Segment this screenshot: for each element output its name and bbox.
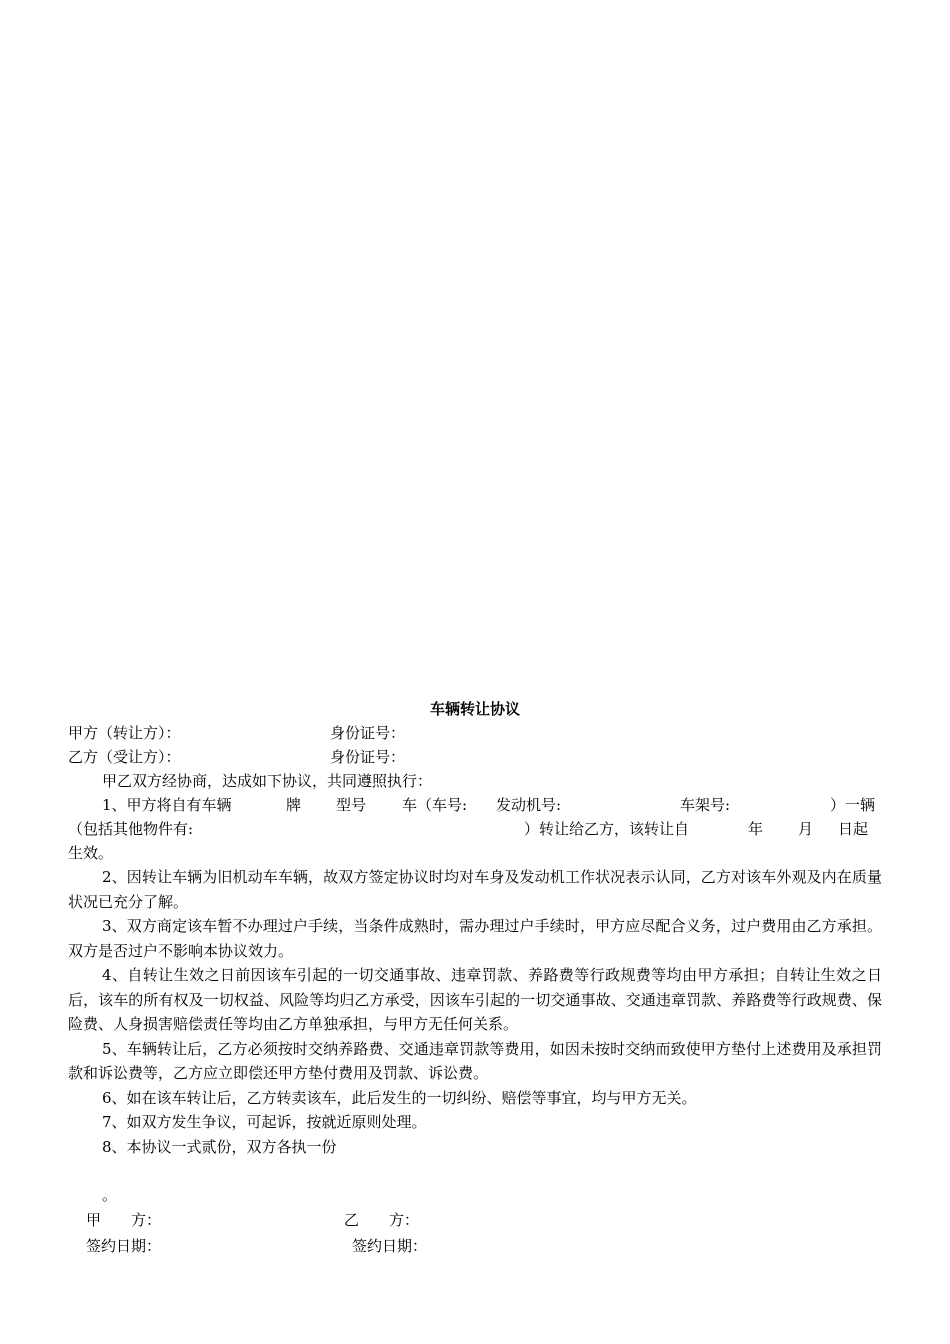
clause-1-text: 1、甲方将自有车辆	[102, 796, 232, 814]
signature-party-row	[68, 1207, 882, 1233]
clause-7: 7、如双方发生争议，可起诉，按就近原则处理。	[102, 1113, 427, 1131]
clause-1-car-no: 车（车号:	[402, 796, 468, 814]
clause-5: 5、车辆转让后，乙方必须按时交纳养路费、交通违章罚款等费用，如因未按时交纳而致使甲方垫付上述费用及承担罚款和诉讼费等，乙方应立即偿还甲方垫付费用及罚款、诉讼费。	[68, 1039, 882, 1082]
clause-1-month: 月	[798, 820, 814, 838]
clause-1-other-items: （包括其他物件有:	[68, 820, 194, 838]
signature-date-row	[68, 1233, 882, 1259]
document-title: 车辆转让协议	[429, 700, 520, 718]
clause-1-transfer: ）转让给乙方，该转让自	[524, 820, 690, 838]
party-a-label: 甲方（转让方）：	[68, 724, 181, 742]
signature-date-b: 签约日期：	[352, 1237, 428, 1255]
clause-1-effective: 生效。	[68, 844, 114, 862]
signature-party-b: 乙 方：	[344, 1211, 420, 1229]
clause-1-frame-no: 车架号:	[680, 796, 731, 814]
clause-4: 4、自转让生效之日前因该车引起的一切交通事故、违章罚款、养路费等行政规费等均由甲方承担；自转让生效之日后，该车的所有权及一切权益、风险等均归乙方承受，因该车引起的一切交通事故、交通违章罚款、养路费等行政规费、保险费、人身损害赔偿责任等均由乙方单独承担，与甲方无任何关系。	[68, 966, 882, 1033]
party-b-row	[68, 745, 882, 769]
party-a-id-label: 身份证号：	[330, 724, 406, 742]
signature-party-a: 甲 方：	[86, 1211, 162, 1229]
intro-text: 甲乙双方经协商，达成如下协议，共同遵照执行：	[102, 772, 433, 790]
clause-1-day: 日起	[838, 820, 869, 838]
clause-2: 2、因转让车辆为旧机动车车辆，故双方签定协议时均对车身及发动机工作状况表示认同，乙方对该车外观及内在质量状况已充分了解。	[68, 868, 882, 911]
clause-1-model: 型号	[336, 796, 367, 814]
clause-3: 3、双方商定该车暂不办理过户手续，当条件成熟时，需办理过户手续时，甲方应尽配合义务，过户费用由乙方承担。双方是否过户不影响本协议效力。	[68, 917, 882, 960]
clause-8: 8、本协议一式贰份，双方各执一份	[102, 1137, 337, 1156]
party-a-row	[68, 721, 882, 745]
clause-1-plate: 牌	[286, 796, 302, 814]
clause-1-year: 年	[748, 820, 764, 838]
signature-date-a: 签约日期：	[86, 1237, 162, 1255]
clause-1-line-3	[68, 841, 882, 865]
clause-1-line-2	[68, 817, 882, 841]
clause-1-engine-no: 发动机号:	[496, 796, 562, 814]
clause-6: 6、如在该车转让后，乙方转卖该车，此后发生的一切纠纷、赔偿等事宜，均与甲方无关。	[102, 1088, 697, 1107]
party-b-label: 乙方（受让方）：	[68, 748, 181, 766]
agreement-document	[68, 697, 882, 1259]
trailing-dot: 。	[102, 1186, 118, 1204]
clause-1-line-1	[68, 793, 882, 817]
clause-1-one-vehicle: ）一辆	[830, 796, 876, 814]
party-b-id-label: 身份证号：	[330, 748, 406, 766]
